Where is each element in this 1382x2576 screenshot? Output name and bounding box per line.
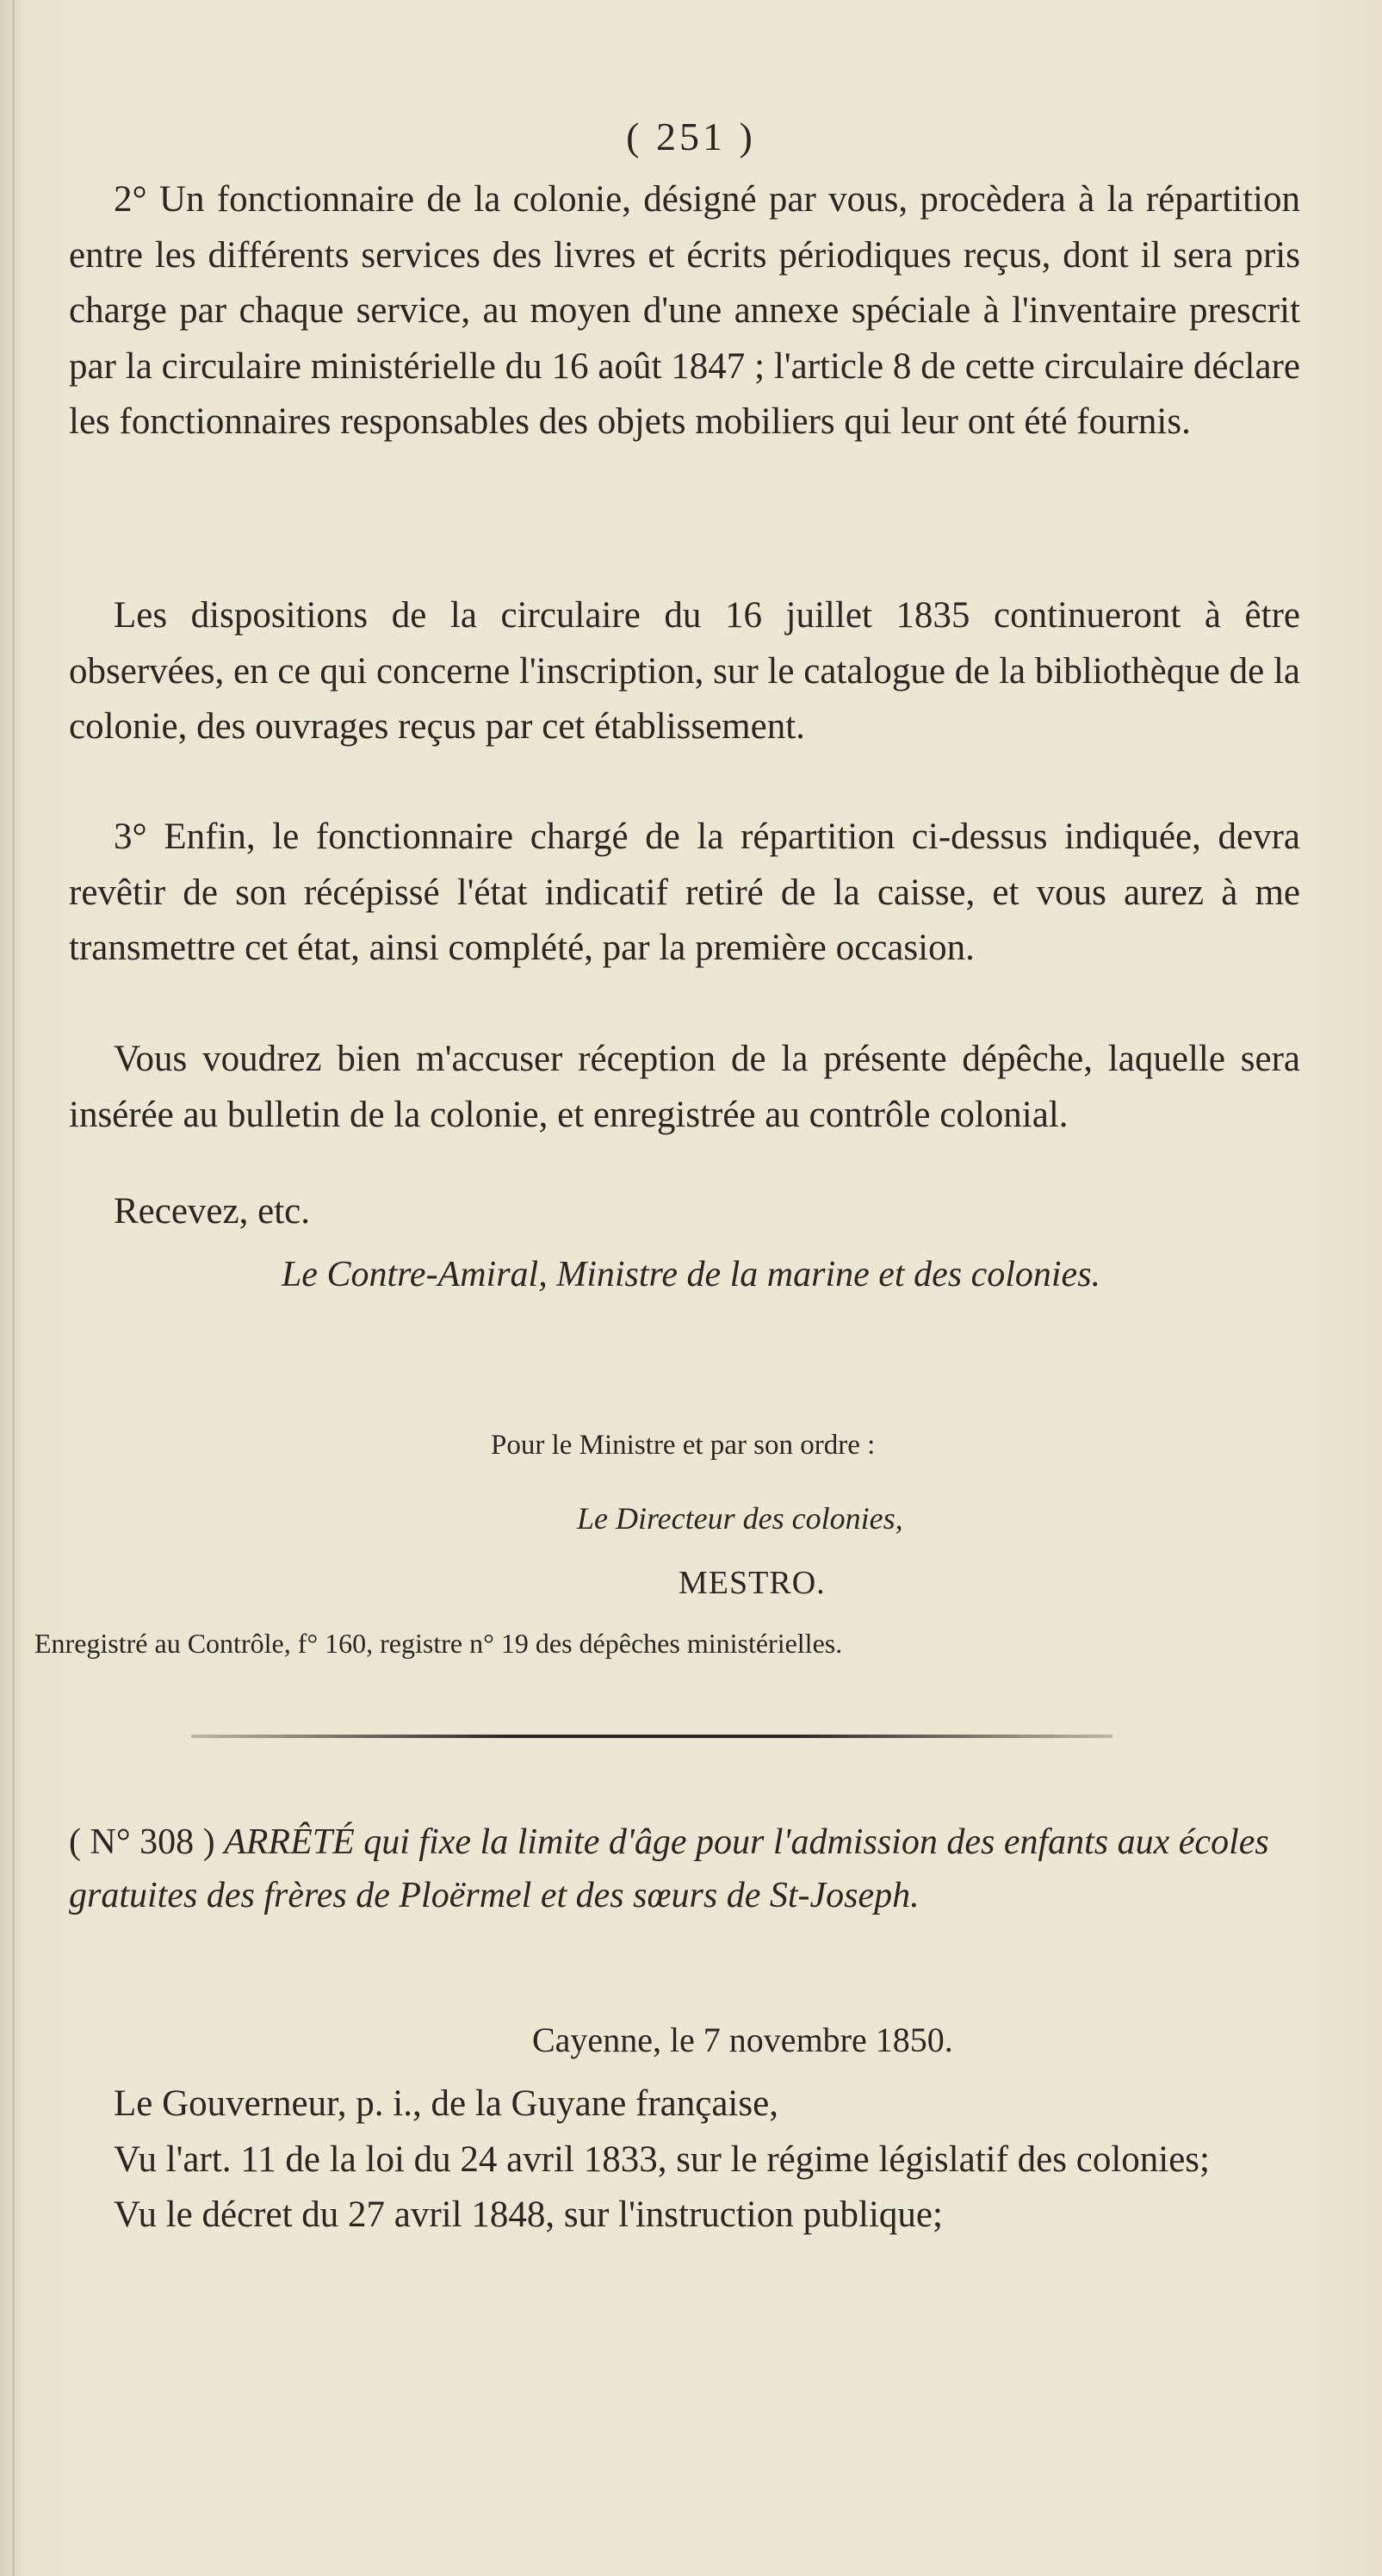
director-name: MESTRO. [679,1565,826,1601]
paragraph: Les dispositions de la circulaire du 16 juillet 1835 continueront à être observées, en ce qui concerne l'inscription, sur le catalogue de la bibliothèque de la colonie, des ouvrages reçus par cet établissement. [69,595,1300,747]
page-number: ( 251 ) [626,115,756,158]
dateline: Cayenne, le 7 novembre 1850. [532,2020,953,2059]
decree-number: ( N° 308 ) [69,1822,215,1862]
paragraph-block-2 [69,588,1300,755]
paragraph-block-1 [69,172,1300,450]
signature: Le Contre-Amiral, Ministre de la marine et des colonies. [281,1255,1101,1294]
paragraph: 2° Un fonctionnaire de la colonie, désigné par vous, procèdera à la répartition entre les différents services des livres et écrits périodiques reçus, dont il sera pris charge par chaque service, au moyen d'une annexe spéciale à l'inventaire prescrit par la circulaire ministérielle du 16 août 1847 ; l'article 8 de cette circulaire déclare les fonctionnaires responsables des objets mobiliers qui leur ont été fournis. [69,179,1300,442]
paragraph-block-3 [69,810,1300,977]
paragraph: Vous voudrez bien m'accuser réception de la présente dépêche, laquelle sera insérée au bulletin de la colonie, et enregistrée au contrôle colonial. [69,1039,1300,1135]
decree-paragraph: Le Gouverneur, p. i., de la Guyane française, [114,2083,778,2124]
decree-paragraph: Vu le décret du 27 avril 1848, sur l'instruction publique; [114,2194,943,2235]
paragraph: 3° Enfin, le fonctionnaire chargé de la répartition ci-dessus indiquée, devra revêtir de son récépissé l'état indicatif retiré de la caisse, et vous aurez à me transmettre cet état, ainsi complété, par la première occasion. [69,816,1300,968]
director-title: Le Directeur des colonies, [577,1501,903,1536]
decree-title: ARRÊTÉ qui fixe la limite d'âge pour l'admission des enfants aux écoles gratuites des frères de Ploërmel et des sœurs de St-Joseph. [69,1822,1269,1915]
decree-paragraph: Vu l'art. 11 de la loi du 24 avril 1833, sur le régime législatif des colonies; [114,2138,1210,2180]
section-divider [191,1735,1112,1738]
decree-heading [69,1816,1309,1922]
decree-body [69,2076,1300,2244]
registration-note: Enregistré au Contrôle, f° 160, registre n° 19 des dépêches ministérielles. [34,1628,843,1659]
greeting: Recevez, etc. [114,1191,310,1232]
order-line: Pour le Ministre et par son ordre : [491,1430,876,1461]
paragraph-block-4 [69,1032,1300,1143]
